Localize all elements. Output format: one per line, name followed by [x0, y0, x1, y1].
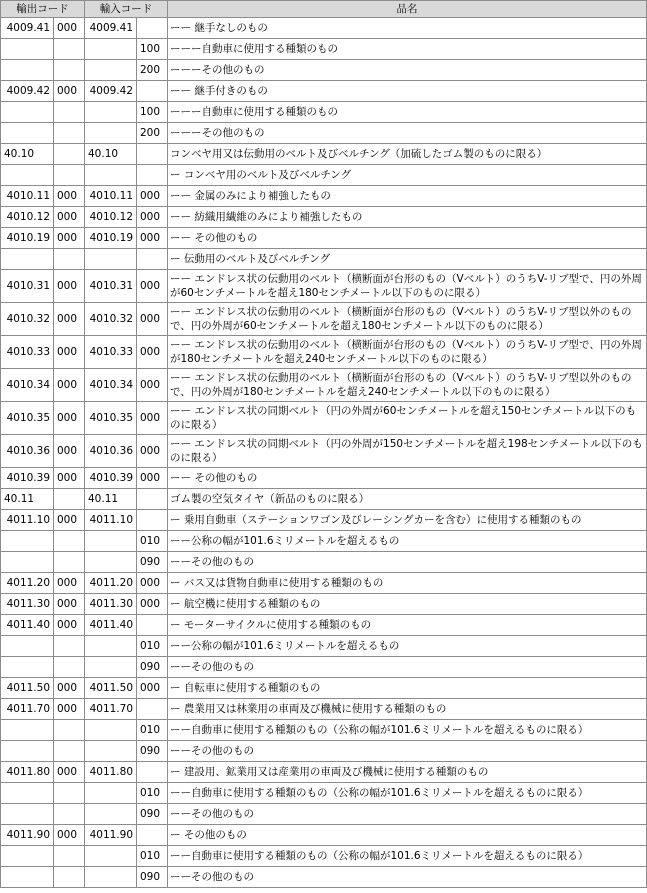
item-name: ーー公称の幅が101.6ミリメートルを超えるもの	[168, 531, 647, 552]
table-row	[1, 468, 647, 489]
item-name: ー 航空機に使用する種類のもの	[168, 594, 647, 615]
export-code-sub	[54, 489, 85, 510]
table-row	[1, 165, 647, 186]
export-code-sub	[54, 123, 85, 144]
item-name: ーーーその他のもの	[168, 60, 647, 81]
export-code-sub: 000	[54, 615, 85, 636]
table-row	[1, 846, 647, 867]
import-code-sub: 000	[137, 468, 168, 489]
import-code-main	[85, 165, 137, 186]
import-code-sub	[137, 825, 168, 846]
import-code-main	[85, 531, 137, 552]
export-code-sub: 000	[54, 594, 85, 615]
import-code-main	[85, 102, 137, 123]
export-code-main	[1, 165, 54, 186]
import-code-main: 4011.20	[85, 573, 137, 594]
export-code-main: 4011.20	[1, 573, 54, 594]
export-code-sub	[54, 165, 85, 186]
table-row	[1, 783, 647, 804]
export-code-sub: 000	[54, 369, 85, 402]
export-code-main: 4010.39	[1, 468, 54, 489]
table-row	[1, 762, 647, 783]
import-code-main: 4010.12	[85, 207, 137, 228]
import-code-sub: 000	[137, 270, 168, 303]
export-code-sub: 000	[54, 699, 85, 720]
import-code-main	[85, 123, 137, 144]
import-code-sub: 000	[137, 303, 168, 336]
export-code-sub	[54, 552, 85, 573]
export-code-sub	[54, 144, 85, 165]
import-code-main: 4011.90	[85, 825, 137, 846]
export-code-main	[1, 39, 54, 60]
item-name: ーー エンドレス状の伝動用のベルト（横断面が台形のもの（Vベルト）のうちV-リブ型以外のもので、円の外周が60センチメートルを超え180センチメートル以下のものに限る）	[168, 303, 647, 336]
item-name: ー 建設用、鉱業用又は産業用の車両及び機械に使用する種類のもの	[168, 762, 647, 783]
export-code-sub: 000	[54, 435, 85, 468]
table-body	[1, 18, 647, 888]
export-code-main: 4010.12	[1, 207, 54, 228]
export-code-sub: 000	[54, 207, 85, 228]
item-name-header: 品名	[168, 1, 647, 18]
import-code-sub: 000	[137, 186, 168, 207]
item-name: ーーその他のもの	[168, 657, 647, 678]
table-row	[1, 720, 647, 741]
import-code-sub	[137, 81, 168, 102]
import-code-main: 4010.33	[85, 336, 137, 369]
item-name: ーーーその他のもの	[168, 123, 647, 144]
item-name: ーー自動車に使用する種類のもの（公称の幅が101.6ミリメートルを超えるものに限る）	[168, 720, 647, 741]
export-code-main: 4011.70	[1, 699, 54, 720]
import-code-main	[85, 783, 137, 804]
export-code-main: 4011.10	[1, 510, 54, 531]
export-code-main: 4011.40	[1, 615, 54, 636]
import-code-sub: 000	[137, 336, 168, 369]
import-code-sub: 090	[137, 552, 168, 573]
table-row	[1, 186, 647, 207]
table-row	[1, 39, 647, 60]
item-name: ーーその他のもの	[168, 552, 647, 573]
import-code-sub: 090	[137, 657, 168, 678]
import-code-sub: 000	[137, 435, 168, 468]
import-code-main: 4010.39	[85, 468, 137, 489]
export-code-sub: 000	[54, 186, 85, 207]
item-name: ーー エンドレス状の伝動用のベルト（横断面が台形のもの（Vベルト）のうちV-リブ型で、円の外周が60センチメートルを超え180センチメートル以下のものに限る）	[168, 270, 647, 303]
item-name: ーー 紡織用繊維のみにより補強したもの	[168, 207, 647, 228]
import-code-sub: 010	[137, 531, 168, 552]
item-name: ー モーターサイクルに使用する種類のもの	[168, 615, 647, 636]
import-code-sub: 090	[137, 867, 168, 888]
import-code-main: 4010.34	[85, 369, 137, 402]
table-row	[1, 699, 647, 720]
export-code-sub: 000	[54, 303, 85, 336]
item-name: ーー 金属のみにより補強したもの	[168, 186, 647, 207]
import-code-sub: 000	[137, 678, 168, 699]
import-code-sub	[137, 18, 168, 39]
import-code-main: 4010.31	[85, 270, 137, 303]
import-code-main	[85, 552, 137, 573]
item-name: ーー エンドレス状の伝動用のベルト（横断面が台形のもの（Vベルト）のうちV-リブ型以外のもので、円の外周が180センチメートルを超え240センチメートル以下のものに限る）	[168, 369, 647, 402]
item-name: ーー その他のもの	[168, 468, 647, 489]
import-code-main: 4011.30	[85, 594, 137, 615]
export-code-main	[1, 552, 54, 573]
item-name: ゴム製の空気タイヤ（新品のものに限る）	[168, 489, 647, 510]
export-code-sub	[54, 60, 85, 81]
import-code-sub: 000	[137, 594, 168, 615]
export-code-main	[1, 249, 54, 270]
export-code-sub	[54, 783, 85, 804]
table-row	[1, 207, 647, 228]
export-code-main	[1, 102, 54, 123]
header-row	[1, 1, 647, 18]
import-code-main	[85, 867, 137, 888]
table-row	[1, 228, 647, 249]
export-code-main	[1, 804, 54, 825]
export-code-main	[1, 867, 54, 888]
export-code-sub	[54, 531, 85, 552]
table-row	[1, 594, 647, 615]
table-row	[1, 18, 647, 39]
item-name: ー 農業用又は林業用の車両及び機械に使用する種類のもの	[168, 699, 647, 720]
import-code-sub: 200	[137, 123, 168, 144]
item-name: ーー 継手なしのもの	[168, 18, 647, 39]
table-row	[1, 336, 647, 369]
export-code-main: 4010.32	[1, 303, 54, 336]
table-row	[1, 60, 647, 81]
import-code-main: 4011.80	[85, 762, 137, 783]
import-code-sub: 010	[137, 720, 168, 741]
export-code-sub	[54, 867, 85, 888]
export-code-main	[1, 531, 54, 552]
export-code-main: 4010.36	[1, 435, 54, 468]
export-code-main: 4010.11	[1, 186, 54, 207]
import-code-main: 4011.10	[85, 510, 137, 531]
import-code-main: 4010.32	[85, 303, 137, 336]
item-name: ーーー自動車に使用する種類のもの	[168, 102, 647, 123]
import-code-main	[85, 39, 137, 60]
import-code-main	[85, 60, 137, 81]
item-name: ーー 継手付きのもの	[168, 81, 647, 102]
import-code-sub	[137, 699, 168, 720]
table-row	[1, 102, 647, 123]
table-row	[1, 489, 647, 510]
item-name: ーー自動車に使用する種類のもの（公称の幅が101.6ミリメートルを超えるものに限る）	[168, 846, 647, 867]
import-code-main	[85, 657, 137, 678]
export-code-main	[1, 60, 54, 81]
item-name: コンベヤ用又は伝動用のベルト及びベルチング（加硫したゴム製のものに限る）	[168, 144, 647, 165]
export-code-main: 40.10	[1, 144, 54, 165]
item-name: ー 自転車に使用する種類のもの	[168, 678, 647, 699]
export-code-main: 40.11	[1, 489, 54, 510]
export-code-sub	[54, 804, 85, 825]
export-code-sub: 000	[54, 402, 85, 435]
item-name: ーー エンドレス状の同期ベルト（円の外周が60センチメートルを超え150センチメートル以下のものに限る）	[168, 402, 647, 435]
import-code-sub: 090	[137, 741, 168, 762]
import-code-sub: 000	[137, 228, 168, 249]
export-code-main: 4011.30	[1, 594, 54, 615]
item-name: ーーその他のもの	[168, 804, 647, 825]
item-name: ー 伝動用のベルト及びベルチング	[168, 249, 647, 270]
item-name: ーー自動車に使用する種類のもの（公称の幅が101.6ミリメートルを超えるものに限る）	[168, 783, 647, 804]
item-name: ーー その他のもの	[168, 228, 647, 249]
table-row	[1, 270, 647, 303]
import-code-main	[85, 804, 137, 825]
export-code-sub: 000	[54, 825, 85, 846]
export-code-sub: 000	[54, 510, 85, 531]
import-code-main	[85, 846, 137, 867]
export-code-sub: 000	[54, 81, 85, 102]
table-row	[1, 123, 647, 144]
import-code-sub: 010	[137, 636, 168, 657]
export-code-sub: 000	[54, 468, 85, 489]
export-code-main: 4010.19	[1, 228, 54, 249]
export-code-sub: 000	[54, 336, 85, 369]
item-name: ー バス又は貨物自動車に使用する種類のもの	[168, 573, 647, 594]
export-code-sub	[54, 249, 85, 270]
import-code-sub: 000	[137, 402, 168, 435]
export-code-main	[1, 846, 54, 867]
table-row	[1, 552, 647, 573]
export-code-sub: 000	[54, 573, 85, 594]
import-code-sub	[137, 249, 168, 270]
import-code-sub: 010	[137, 846, 168, 867]
export-code-main: 4009.41	[1, 18, 54, 39]
import-code-sub	[137, 762, 168, 783]
import-code-main: 4009.41	[85, 18, 137, 39]
import-code-sub: 000	[137, 207, 168, 228]
table-row	[1, 402, 647, 435]
export-code-sub	[54, 720, 85, 741]
import-code-sub	[137, 510, 168, 531]
export-code-sub	[54, 657, 85, 678]
export-code-main: 4010.31	[1, 270, 54, 303]
export-code-sub	[54, 636, 85, 657]
item-name: ーーー自動車に使用する種類のもの	[168, 39, 647, 60]
table-row	[1, 435, 647, 468]
table-row	[1, 531, 647, 552]
export-code-main: 4011.80	[1, 762, 54, 783]
import-code-main	[85, 741, 137, 762]
table-row	[1, 804, 647, 825]
export-code-main	[1, 783, 54, 804]
item-name: ーー エンドレス状の伝動用のベルト（横断面が台形のもの（Vベルト）のうちV-リブ型で、円の外周が180センチメートルを超え240センチメートル以下のものに限る）	[168, 336, 647, 369]
import-code-sub: 200	[137, 60, 168, 81]
table-row	[1, 741, 647, 762]
export-code-main: 4011.90	[1, 825, 54, 846]
import-code-main	[85, 720, 137, 741]
table-row	[1, 657, 647, 678]
export-code-main: 4010.35	[1, 402, 54, 435]
export-code-main	[1, 123, 54, 144]
import-code-sub: 000	[137, 369, 168, 402]
table-row	[1, 144, 647, 165]
item-name: ーー公称の幅が101.6ミリメートルを超えるもの	[168, 636, 647, 657]
export-code-sub: 000	[54, 678, 85, 699]
import-code-sub: 100	[137, 102, 168, 123]
item-name: ーー エンドレス状の同期ベルト（円の外周が150センチメートルを超え198センチメートル以下のものに限る）	[168, 435, 647, 468]
import-code-main: 4011.40	[85, 615, 137, 636]
import-code-sub	[137, 615, 168, 636]
import-code-main: 4009.42	[85, 81, 137, 102]
export-code-sub	[54, 39, 85, 60]
import-code-main: 40.10	[85, 144, 137, 165]
item-name: ー コンベヤ用のベルト及びベルチング	[168, 165, 647, 186]
item-name: ー 乗用自動車（ステーションワゴン及びレーシングカーを含む）に使用する種類のもの	[168, 510, 647, 531]
import-code-sub	[137, 165, 168, 186]
import-code-header: 輸入コード	[85, 1, 168, 18]
table-row	[1, 678, 647, 699]
table-row	[1, 303, 647, 336]
export-code-main	[1, 720, 54, 741]
export-code-main: 4011.50	[1, 678, 54, 699]
table-row	[1, 636, 647, 657]
export-code-sub	[54, 846, 85, 867]
table-row	[1, 867, 647, 888]
export-code-header: 輸出コード	[1, 1, 85, 18]
import-code-main: 40.11	[85, 489, 137, 510]
table-row	[1, 249, 647, 270]
table-row	[1, 81, 647, 102]
import-code-sub: 100	[137, 39, 168, 60]
item-name: ーーその他のもの	[168, 741, 647, 762]
table-row	[1, 369, 647, 402]
import-code-main: 4010.19	[85, 228, 137, 249]
export-code-sub: 000	[54, 228, 85, 249]
export-code-main: 4010.34	[1, 369, 54, 402]
import-code-main: 4010.36	[85, 435, 137, 468]
export-code-sub: 000	[54, 762, 85, 783]
export-code-sub: 000	[54, 18, 85, 39]
table-row	[1, 510, 647, 531]
item-name: ーーその他のもの	[168, 867, 647, 888]
item-name: ー その他のもの	[168, 825, 647, 846]
import-code-main: 4010.35	[85, 402, 137, 435]
import-code-sub	[137, 144, 168, 165]
import-code-sub	[137, 489, 168, 510]
export-code-main	[1, 636, 54, 657]
import-code-main: 4010.11	[85, 186, 137, 207]
export-code-main: 4010.33	[1, 336, 54, 369]
import-code-sub: 010	[137, 783, 168, 804]
export-code-sub	[54, 102, 85, 123]
export-code-sub: 000	[54, 270, 85, 303]
table-row	[1, 825, 647, 846]
import-code-main: 4011.70	[85, 699, 137, 720]
table-row	[1, 573, 647, 594]
table-row	[1, 615, 647, 636]
import-code-sub: 000	[137, 573, 168, 594]
export-code-main	[1, 657, 54, 678]
export-code-main	[1, 741, 54, 762]
import-code-main	[85, 636, 137, 657]
export-code-sub	[54, 741, 85, 762]
import-code-sub: 090	[137, 804, 168, 825]
export-code-main: 4009.42	[1, 81, 54, 102]
import-code-main	[85, 249, 137, 270]
import-code-main: 4011.50	[85, 678, 137, 699]
